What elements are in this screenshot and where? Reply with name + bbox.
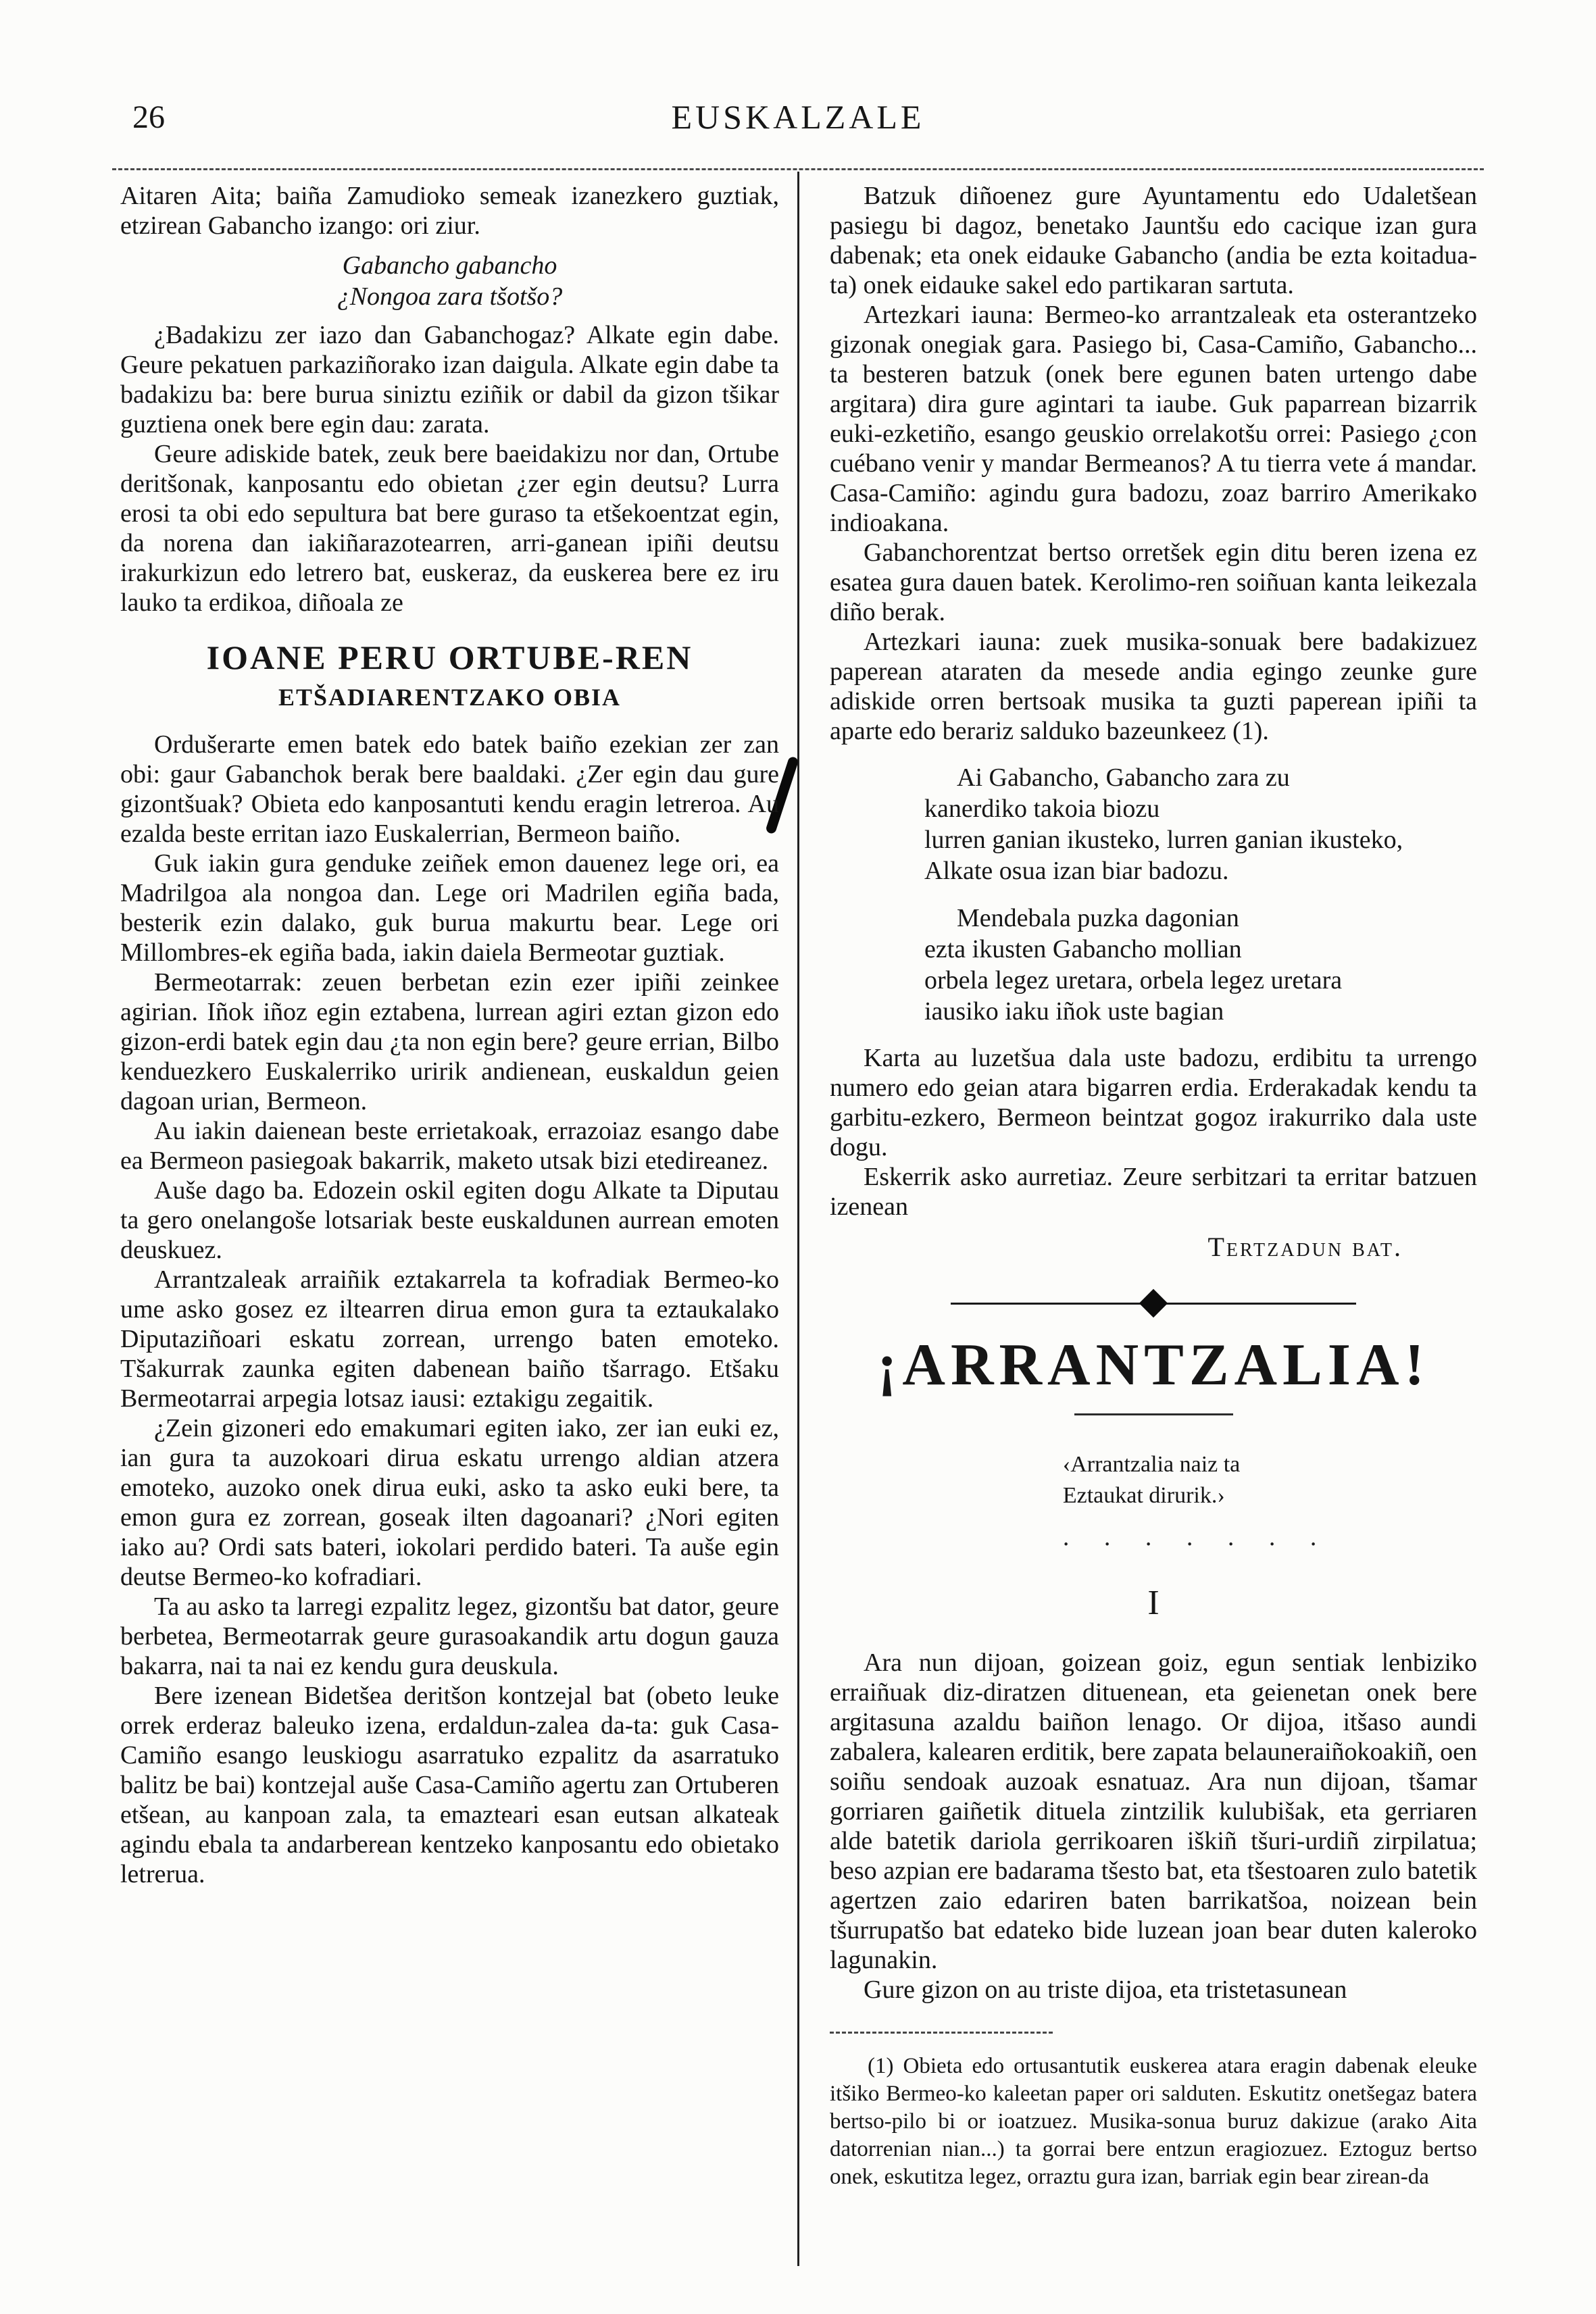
right-column xyxy=(830,181,1477,2191)
paragraph: Bermeotarrak: zeuen berbetan ezin ezer ipiñi zeinkee agirian. Iñok iñoz egin eztabena, lurrean agiri eztan gizon edo gizon-erdi batek egin dau ¿ta non egin bere? geure errian, Bilbo kenduezkero Euskalerriko uririk andienean, euskaldun geien dagoan urian, Bermeon. xyxy=(120,968,779,1115)
poem-stanza xyxy=(924,762,1477,886)
centered-verse xyxy=(120,250,779,312)
paragraph: Artezkari iauna: zuek musika-sonuak bere badakizuez paperean ataraten da mesede andia egingo zeunke gure adiskide orren bertsoak musika ta guzti paperean ipiñi ta aparte edo berariz salduko bazeunkeez (1). xyxy=(830,628,1477,745)
poem-line: iausiko iaku iñok uste bagian xyxy=(924,997,1224,1026)
paragraph: Gabanchorentzat bertso orretšek egin ditu beren izena ez esatea gura dauen batek. Kerolimo-ren soiñuan kanta leikezala diño berak. xyxy=(830,538,1477,626)
page-number: 26 xyxy=(132,99,165,135)
paragraph: Ta au asko ta larregi ezpalitz legez, gizontšu bat dator, geure berbetea, Bermeotarrak geure gurasoakandik artu dogun gauza bakarra, nai ta nai ez kendu gura deuskula. xyxy=(120,1592,779,1680)
verse-line: ¿Nongoa zara tšotšo? xyxy=(336,282,563,311)
poem-stanza xyxy=(924,903,1477,1027)
left-column xyxy=(120,181,779,1889)
header-rule xyxy=(112,168,1484,170)
paragraph: Au iakin daienean beste errietakoak, errazoiaz esango dabe ea Bermeon pasiegoak bakarrik, maketo utsak bizi etedireanez. xyxy=(120,1117,779,1175)
footnote-separator xyxy=(830,2032,1053,2034)
poem-line: Alkate osua izan biar badozu. xyxy=(924,857,1229,885)
paragraph: Ordušerarte emen batek edo batek baiño ezekian zer zan obi: gaur Gabanchok berak bere baaldaki. ¿Zer egin dau gure gizontšuak? Obieta edo kanposantuti kendu eragin letreroa. Au ezalda beste erritan iazo Euskalerrian, Bermeon baiño. xyxy=(120,730,779,848)
paragraph: Karta au luzetšua dala uste badozu, erdibitu ta urrengo numero edo geian atara bigarren erdia. Erderakadak kendu ta garbitu-ezkero, Bermeon beintzat gogoz irakurriko dala uste dogu. xyxy=(830,1044,1477,1161)
paragraph: Guk iakin gura genduke zeiñek emon dauenez lege ori, ea Madrilgoa ala nongoa dan. Lege ori Madrilen egiña bada, besterik ezin dalako, guk burua makurtu bear. Lege ori Millombres-ek egiña bada, iakin daiela Bermeotar guztiak. xyxy=(120,849,779,967)
paragraph: Arrantzaleak arraiñik eztakarrela ta kofradiak Bermeo-ko ume asko gosez ez iltearren dirua emon gura ta eztaukalako Diputaziñoari eskatu zorrean, urrengo baten emoteko. Tšakurrak zaunka egiten dabenean baiño tšarrago. Etšaku Bermeotarrai arpegia lotsaz iausi: eztakigu zegaitik. xyxy=(120,1265,779,1413)
ornament-divider xyxy=(951,1293,1356,1313)
paragraph: Eskerrik asko aurretiaz. Zeure serbitzari ta erritar batzuen izenean xyxy=(830,1163,1477,1221)
dotted-separator: . . . . . . . xyxy=(1062,1523,1318,1551)
paragraph: ¿Zein gizoneri edo emakumari egiten iako, zer ian euki ez, ian gura ta auzokoari dirua eskatu urrengo aldian atzera emoteko, auzoko onek dirua euki, asko ta asko euki bere, ta emon gura ez zorrean, goseak ilten dagoanari? ¿Nori egiten iako au? Ordi sats bateri, iokolari perdido bateri. Ta auše egin deutse Bermeo-ko kofradiari. xyxy=(120,1414,779,1591)
footnote-text: (1) Obieta edo ortusantutik euskerea atara eragin dabenak eleuke itšiko Bermeo-ko kaleetan paper ori salduten. Eskutitz onetšegaz batera bertso-pilo bi or ioatzuez. Musika-sonua buruz dakizue (arako Aita datorrenian nian...) ta gorrai bere entzun eragiozuez. Eztoguz bertso onek, eskutitza legez, orraztu gura izan, barriak egin bear zirean-da xyxy=(830,2054,1477,2189)
article-subheading: ETŠADIARENTZAKO OBIA xyxy=(278,684,622,711)
paragraph: Ara nun dijoan, goizean goiz, egun sentiak lenbiziko erraiñuak diz-diratzen dituenean, eta geienetan onek bere argitasuna azaldu baiñon lenago. Or dijoa, itšaso aundi zabalera, kalearen erditik, bere zapata belauneraiñokoakiñ, oen soiñu sendoak auzoak esnatuaz. Ara nun dijoan, tšamar gorriaren gaiñetik dituela zintzilik kulubišak, eta gerriaren alde batetik dariola gerrikoaren iškiñ tšuri-urdiñ zirpilatua; beso azpian ere badarama tšesto bat, eta tšestoaren zulo batetik agertzen zaio edariren baten barrikatšoa, noizean bein tšurrupatšo bat edateko bide luzean joan bear duten kaleroko lagunakin. xyxy=(830,1649,1477,1974)
paragraph: Bere izenean Bidetšea deritšon kontzejal bat (obeto leuke orrek erderaz baleuko izena, erdaldun-zalea da-ta: guk Casa-Camiño esango leuskiogu asarratuko ezpalitz da asarratuko balitz be bai) kontzejal auše Casa-Camiño agertu zan Ortuberen etšean, au kanpoan zala, ta emazteari esan eutsan alkateak agindu ebala ta andarberean kentzeko kanposantu edo obietako letrerua. xyxy=(120,1682,779,1888)
article-title: ¡ARRANTZALIA! xyxy=(877,1332,1430,1398)
ornament-line xyxy=(951,1303,1142,1305)
epigraph-line: Eztaukat dirurik.› xyxy=(1062,1483,1225,1508)
paragraph: Auše dago ba. Edozein oskil egiten dogu Alkate ta Diputau ta gero onelangoše lotsariak beste euskaldunen aurrean emoten deuskuez. xyxy=(120,1176,779,1264)
signature: Tertzadun bat. xyxy=(1207,1232,1403,1262)
ornament-line xyxy=(1165,1303,1356,1305)
masthead-title: EUSKALZALE xyxy=(671,98,925,136)
diamond-icon xyxy=(1139,1289,1168,1317)
paragraph: Geure adiskide batek, zeuk bere baeidakizu nor dan, Ortube deritšonak, kanposantu edo obietan ¿zer egin deutsu? Lurra erosi ta obi edo sepultura bat bere guraso ta etšekoentzat egin, da norena dan iakiñarazotearren, arri-ganean ipiñi deutsu irakurkizun edo letrero bat, euskeraz, da euskerea bere ez iru lauko ta erdikoa, diñoala ze xyxy=(120,440,779,617)
verse-line: Gabancho gabancho xyxy=(342,251,557,280)
poem-line: Mendebala puzka dagonian xyxy=(957,904,1239,932)
article-heading: IOANE PERU ORTUBE-REN xyxy=(206,638,693,676)
section-number: I xyxy=(1147,1584,1159,1622)
epigraph-line: ‹Arrantzalia naiz ta xyxy=(1062,1452,1241,1477)
poem-line: lurren ganian ikusteko, lurren ganian ikusteko, xyxy=(924,826,1403,854)
poem-line: kanerdiko takoia biozu xyxy=(924,795,1160,823)
poem-line: orbela legez uretara, orbela legez uretara xyxy=(924,966,1343,995)
paragraph: Batzuk diñoenez gure Ayuntamentu edo Udaletšean pasiegu bi dagoz, benetako Jauntšu edo cacique izan gura dabenak; eta onek eidauke Gabancho (andia be ezta koitadua-ta) onek eidauke sakel edo partikaran sartuta. xyxy=(830,182,1477,299)
paragraph: Artezkari iauna: Bermeo-ko arrantzaleak eta osterantzeko gizonak onegiak gara. Pasiego bi, Casa-Camiño, Gabancho... ta besteren batzuk (onek bere egunen baten urtengo dabe argitara) dira gure agintari ta iaube. Guk paparrean bizarrik euki-ezketiño, esango geuskio orrelakotšu orrei: Pasiego ¿con cuébano venir y mandar Bermeanos? A tu tierra vete á mandar. Casa-Camiño: agindu gura badozu, zoaz barriro Amerikako indioakana. xyxy=(830,301,1477,537)
epigraph xyxy=(1063,1449,1477,1511)
paragraph: Aitaren Aita; baiña Zamudioko semeak izanezkero guztiak, etzirean Gabancho izango: ori ziur. xyxy=(120,182,779,240)
poem-line: ezta ikusten Gabancho mollian xyxy=(924,935,1242,963)
column-divider-line xyxy=(797,172,799,2266)
poem-line: Ai Gabancho, Gabancho zara zu xyxy=(957,763,1290,792)
paragraph: ¿Badakizu zer iazo dan Gabanchogaz? Alkate egin dabe. Geure pekatuen parkaziñorako izan daigula. Alkate egin dabe ta badakizu ba: bere burua siniztu eziñik or dabil da gizon tšikar guztiena onek bere egin dau: zarata. xyxy=(120,321,779,438)
title-underline-rule xyxy=(1074,1413,1233,1415)
paragraph: Gure gizon on au triste dijoa, eta tristetasunean xyxy=(864,1976,1347,2004)
